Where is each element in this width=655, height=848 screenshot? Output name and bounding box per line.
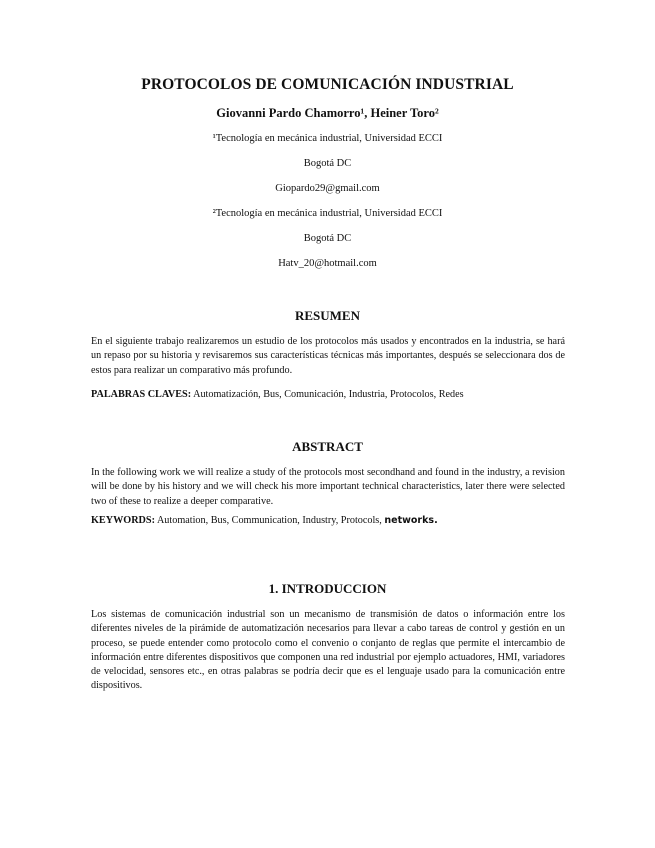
keywords-list: Automation, Bus, Communication, Industry, Protocols,: [154, 515, 385, 526]
affiliation-1-email: Giopardo29@gmail.com: [275, 183, 380, 194]
palabras-claves: [91, 389, 565, 400]
paper-authors: Giovanni Pardo Chamorro¹, Heiner Toro²: [216, 106, 439, 120]
resumen-text: En el siguiente trabajo realizaremos un estudio de los protocolos más usados y encontrados en la industria, se hará un repaso por su historia y revisaremos sus características técnicas más importantes, después se seleccionara dos de estos para realizar un comparativo más profundo.: [91, 336, 565, 376]
affiliation-1-city: Bogotá DC: [303, 158, 352, 169]
introduccion-text: Los sistemas de comunicación industrial son un mecanismo de transmisión de datos o información entre los diferentes niveles de la pirámide de automatización necesarios para llevar a cabo tareas de control y gestión en un proceso, se puede entender como protocolo como el convenio o conjanto de reglas que permite el intercambio de información entre diferentes dispositivos que componen una red industrial por ejemplo actuadores, HMI, variadores de velocidad, sensores etc., en otras palabras se podría decir que es el lenguaje usado para la comunicación entre dispositivos.: [91, 609, 565, 692]
keywords-label: KEYWORDS:: [91, 515, 155, 526]
paper-title: PROTOCOLOS DE COMUNICACIÓN INDUSTRIAL: [141, 76, 514, 93]
introduccion-heading: 1. INTRODUCCION: [268, 581, 387, 596]
affiliation-1: ¹Tecnología en mecánica industrial, Universidad ECCI: [212, 133, 443, 144]
affiliation-2: ²Tecnología en mecánica industrial, Universidad ECCI: [212, 208, 443, 219]
abstract-text: In the following work we will realize a study of the protocols most secondhand and found in the industry, a revision will be done by his history and we will check his more important technical characteristics, later there were selected two of these to realize a deeper comparative.: [91, 467, 565, 507]
affiliation-2-city: Bogotá DC: [303, 233, 352, 244]
palabras-claves-label: PALABRAS CLAVES:: [91, 389, 192, 400]
abstract-heading: ABSTRACT: [292, 439, 363, 454]
keywords-last: networks.: [384, 515, 438, 526]
palabras-claves-list: Automatización, Bus, Comunicación, Industria, Protocolos, Redes: [191, 389, 464, 400]
affiliation-2-email: Hatv_20@hotmail.com: [278, 258, 377, 269]
resumen-heading: RESUMEN: [294, 308, 360, 323]
keywords: [91, 515, 565, 526]
